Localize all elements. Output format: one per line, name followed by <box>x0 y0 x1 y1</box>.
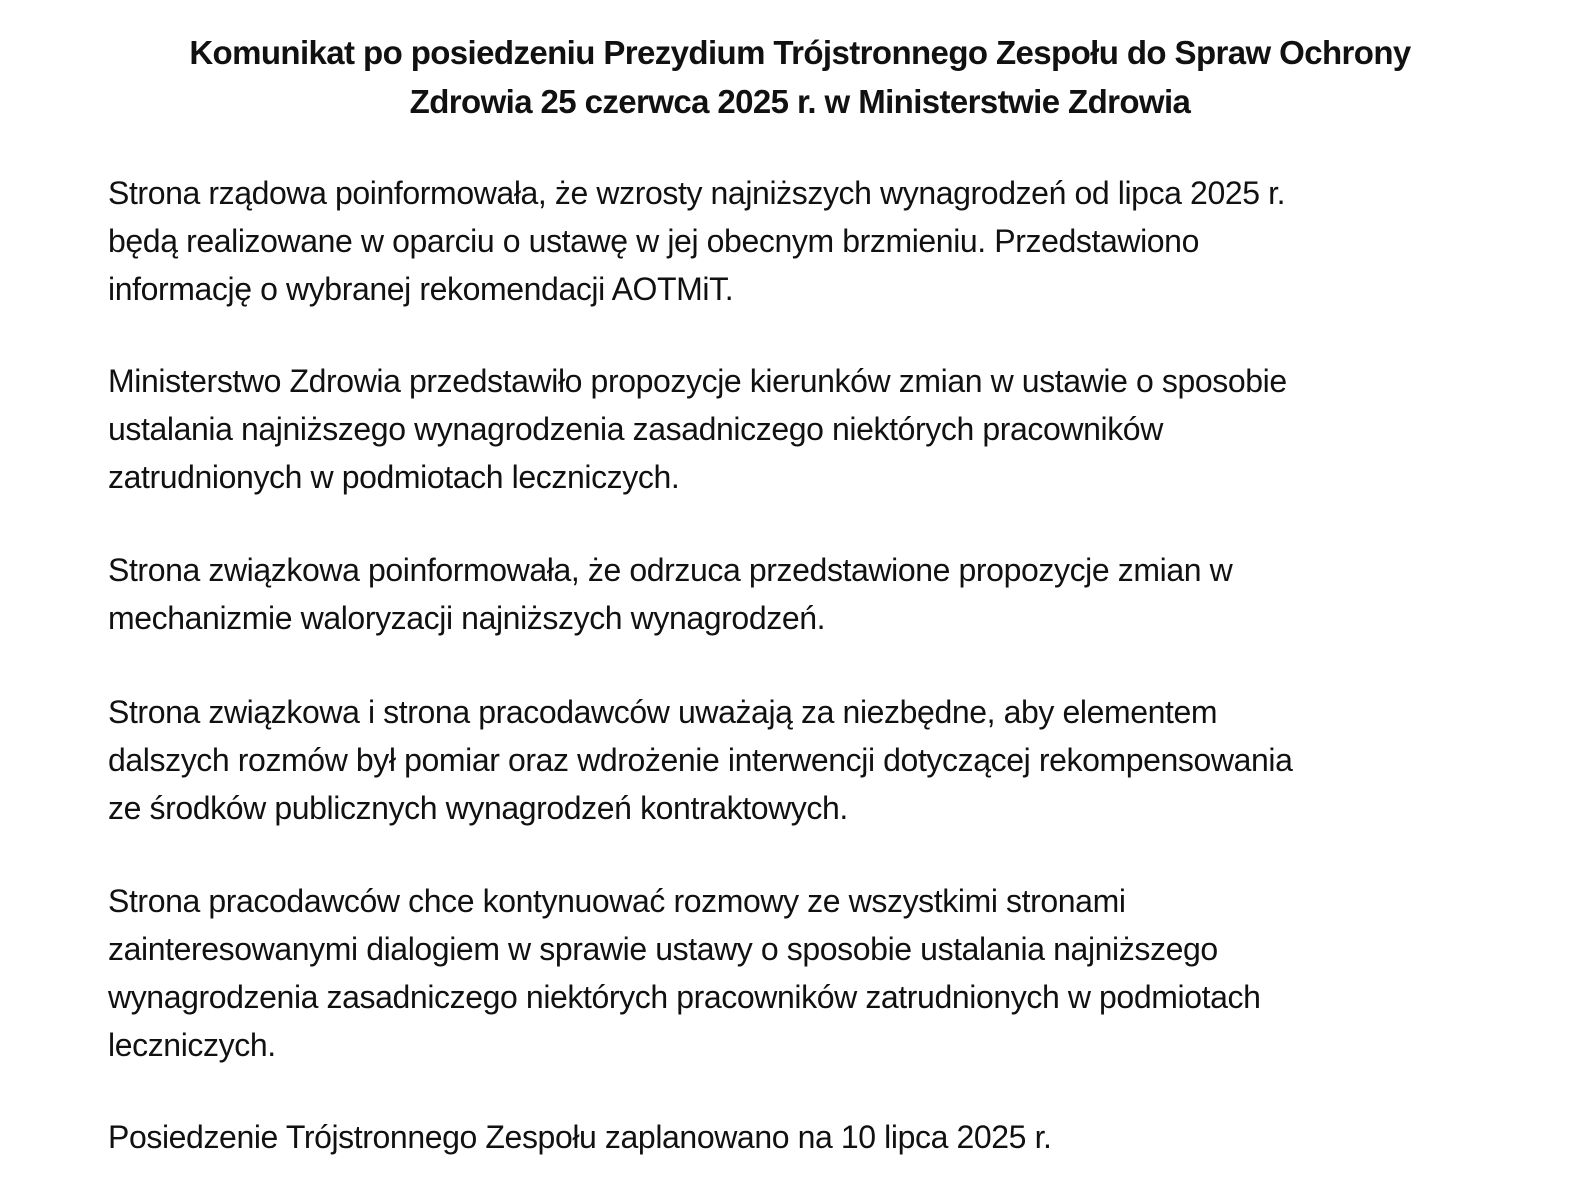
paragraph-line: zatrudnionych w podmiotach leczniczych. <box>108 459 680 495</box>
paragraph-ministry-proposal <box>108 357 1558 501</box>
document-title <box>60 28 1540 126</box>
paragraph-line: wynagrodzenia zasadniczego niektórych pracowników zatrudnionych w podmiotach <box>108 979 1261 1015</box>
paragraph-line: mechanizmie waloryzacji najniższych wynagrodzeń. <box>108 600 826 636</box>
paragraph-line: Ministerstwo Zdrowia przedstawiło propozycje kierunków zmian w ustawie o sposobie <box>108 363 1287 399</box>
paragraph-line: zainteresowanymi dialogiem w sprawie ustawy o sposobie ustalania najniższego <box>108 931 1218 967</box>
paragraph-line: leczniczych. <box>108 1027 276 1063</box>
title-line: Zdrowia 25 czerwca 2025 r. w Ministerstwie Zdrowia <box>409 83 1191 120</box>
paragraph-line: ze środków publicznych wynagrodzeń kontraktowych. <box>108 790 848 826</box>
paragraph-line: będą realizowane w oparciu o ustawę w jej obecnym brzmieniu. Przedstawiono <box>108 223 1199 259</box>
paragraph-union-rejection <box>108 546 1558 642</box>
paragraph-next-meeting <box>108 1113 1558 1161</box>
paragraph-line: dalszych rozmów był pomiar oraz wdrożenie interwencji dotyczącej rekompensowania <box>108 742 1293 778</box>
paragraph-employers-continue <box>108 877 1558 1069</box>
paragraph-line: Strona pracodawców chce kontynuować rozmowy ze wszystkimi stronami <box>108 883 1126 919</box>
title-line: Komunikat po posiedzeniu Prezydium Trójstronnego Zespołu do Spraw Ochrony <box>189 34 1411 71</box>
paragraph-government-info <box>108 169 1558 313</box>
paragraph-union-employers-position <box>108 688 1558 832</box>
paragraph-line: Strona związkowa poinformowała, że odrzuca przedstawione propozycje zmian w <box>108 552 1233 588</box>
paragraph-line: Strona związkowa i strona pracodawców uważają za niezbędne, aby elementem <box>108 694 1218 730</box>
paragraph-line: Posiedzenie Trójstronnego Zespołu zaplanowano na 10 lipca 2025 r. <box>108 1119 1052 1155</box>
paragraph-line: Strona rządowa poinformowała, że wzrosty najniższych wynagrodzeń od lipca 2025 r. <box>108 175 1286 211</box>
paragraph-line: informację o wybranej rekomendacji AOTMiT. <box>108 271 734 307</box>
paragraph-line: ustalania najniższego wynagrodzenia zasadniczego niektórych pracowników <box>108 411 1163 447</box>
